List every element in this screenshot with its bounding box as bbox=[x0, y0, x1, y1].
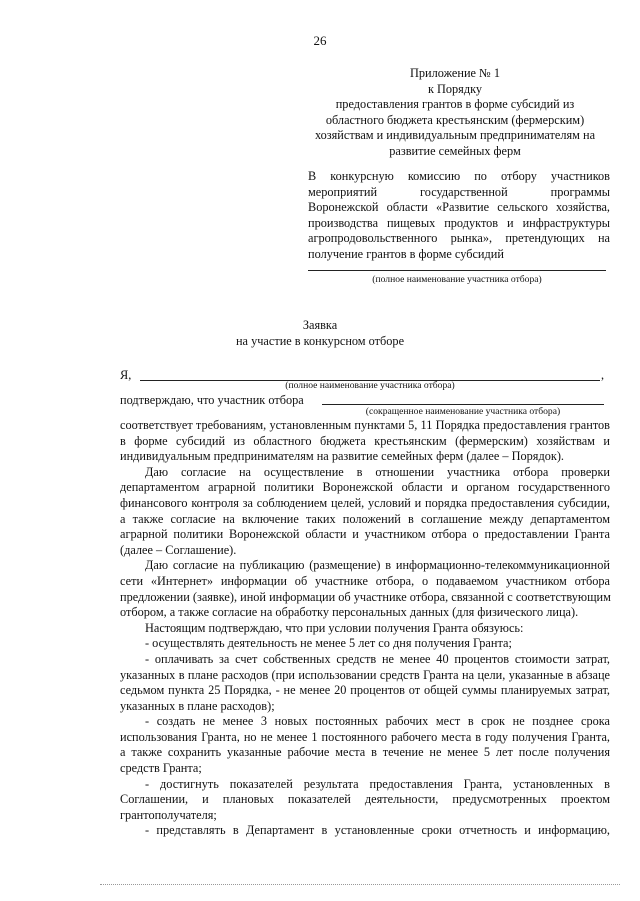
confirm-caption: (сокращенное наименование участника отбора) bbox=[365, 406, 561, 417]
body-line: сети «Интернет» информации об участнике отбора, о подаваемом участником отбора bbox=[120, 573, 610, 588]
body-line: - осуществлять деятельность не менее 5 лет со дня получения Гранта; bbox=[145, 636, 512, 651]
addressee-line: мероприятий государственной программы bbox=[308, 184, 610, 199]
body-line: департаментом аграрной политики Воронежской области и органом государственного bbox=[120, 480, 610, 495]
page-edge-line bbox=[100, 884, 620, 885]
body-line: указанных в плане расходов); bbox=[120, 698, 275, 713]
body-line: средств Гранта; bbox=[120, 761, 202, 776]
confirm-label: подтверждаю, что участник отбора bbox=[120, 393, 304, 407]
body-line: Соглашении, и плановых показателей деятельности, предусмотренных проектом bbox=[120, 792, 610, 807]
addressee-block bbox=[308, 169, 610, 263]
body-line: Настоящим подтверждаю, что при условии получения Гранта обязуюсь: bbox=[145, 620, 524, 635]
appendix-header bbox=[300, 66, 610, 160]
body-line: использования Гранта, но не менее 1 постоянного рабочего места в году получения Гранта, bbox=[120, 729, 610, 744]
appendix-line: областного бюджета крестьянским (фермерским) bbox=[325, 112, 585, 127]
ya-caption: (полное наименование участника отбора) bbox=[285, 380, 455, 391]
body-line: соответствует требованиям, установленным пунктами 5, 11 Порядка предоставления грантов bbox=[120, 418, 610, 432]
addressee-line: производства пищевых продуктов и инфраструктуры bbox=[308, 215, 610, 230]
body-line: грантополучателя; bbox=[120, 807, 217, 822]
ya-label: Я, bbox=[120, 368, 132, 382]
body-line: а также сохранить указанные рабочие места в течение не менее 5 лет после получения bbox=[120, 745, 610, 760]
appendix-line: предоставления грантов в форме субсидий из bbox=[335, 97, 575, 112]
body-line: в форме субсидий из областного бюджета крестьянским (фермерским) хозяйствам и bbox=[120, 433, 610, 448]
application-body bbox=[120, 418, 610, 839]
body-line: отбором, а также согласие на обработку персональных данных (для физического лица). bbox=[120, 605, 579, 620]
body-line: - представлять в Департамент в установленные сроки отчетность и информацию, bbox=[145, 823, 610, 838]
appendix-line: развитие семейных ферм bbox=[389, 143, 521, 158]
body-line: седьмом пункта 25 Порядка, - не менее 20 процентов от общей суммы планируемых затрат, bbox=[120, 683, 610, 698]
body-line: финансового контроля за соблюдением целей, условий и порядка предоставления субсидии, bbox=[120, 495, 610, 510]
addressee-caption: (полное наименование участника отбора) bbox=[372, 274, 542, 285]
ya-comma: , bbox=[601, 368, 605, 382]
addressee-line: агропродовольственного рынка», претендующих на bbox=[308, 231, 610, 246]
body-line: предложении (заявке), иной информации об участнике отбора, связанной с соответствующим bbox=[120, 589, 611, 604]
participant-name-line[interactable] bbox=[308, 270, 606, 271]
appendix-line: Приложение № 1 bbox=[409, 66, 501, 80]
body-line: указанных в плане расходов (при использовании средств Гранта на цели, указанные в абзаце bbox=[120, 667, 610, 682]
appendix-line: хозяйствам и индивидуальным предпринимателям на bbox=[314, 128, 596, 143]
body-line: Даю согласие на публикацию (размещение) в информационно-телекоммуникационной bbox=[145, 558, 610, 573]
body-line: - оплачивать за счет собственных средств не менее 40 процентов стоимости затрат, bbox=[145, 651, 610, 666]
body-line: индивидуальным предпринимателям на развитие семейных ферм (далее – Порядок). bbox=[120, 449, 565, 464]
body-line: Даю согласие на осуществление в отношении участника отбора проверки bbox=[145, 464, 610, 479]
page-number: 26 bbox=[313, 33, 327, 48]
body-line: аграрной политики Воронежской области и участником отбора о предоставлении Гранта bbox=[120, 527, 610, 542]
addressee-line: В конкурсную комиссию по отбору участников bbox=[308, 169, 610, 183]
body-line: (далее – Соглашение). bbox=[120, 542, 237, 557]
body-line: - создать не менее 3 новых постоянных рабочих мест в срок не позднее срока bbox=[145, 714, 610, 729]
form-title: Заявка bbox=[302, 318, 338, 332]
addressee-line: получение грантов в форме субсидий bbox=[308, 246, 504, 261]
body-line: а также согласие на включение таких положений в соглашение между департаментом bbox=[120, 511, 610, 526]
appendix-line: к Порядку bbox=[427, 81, 483, 96]
short-name-line[interactable] bbox=[322, 404, 604, 405]
addressee-line: Воронежской области «Развитие сельского хозяйства, bbox=[308, 200, 610, 215]
body-line: - достигнуть показателей результата предоставления Гранта, установленных в bbox=[145, 776, 610, 791]
form-subtitle: на участие в конкурсном отборе bbox=[235, 334, 405, 348]
